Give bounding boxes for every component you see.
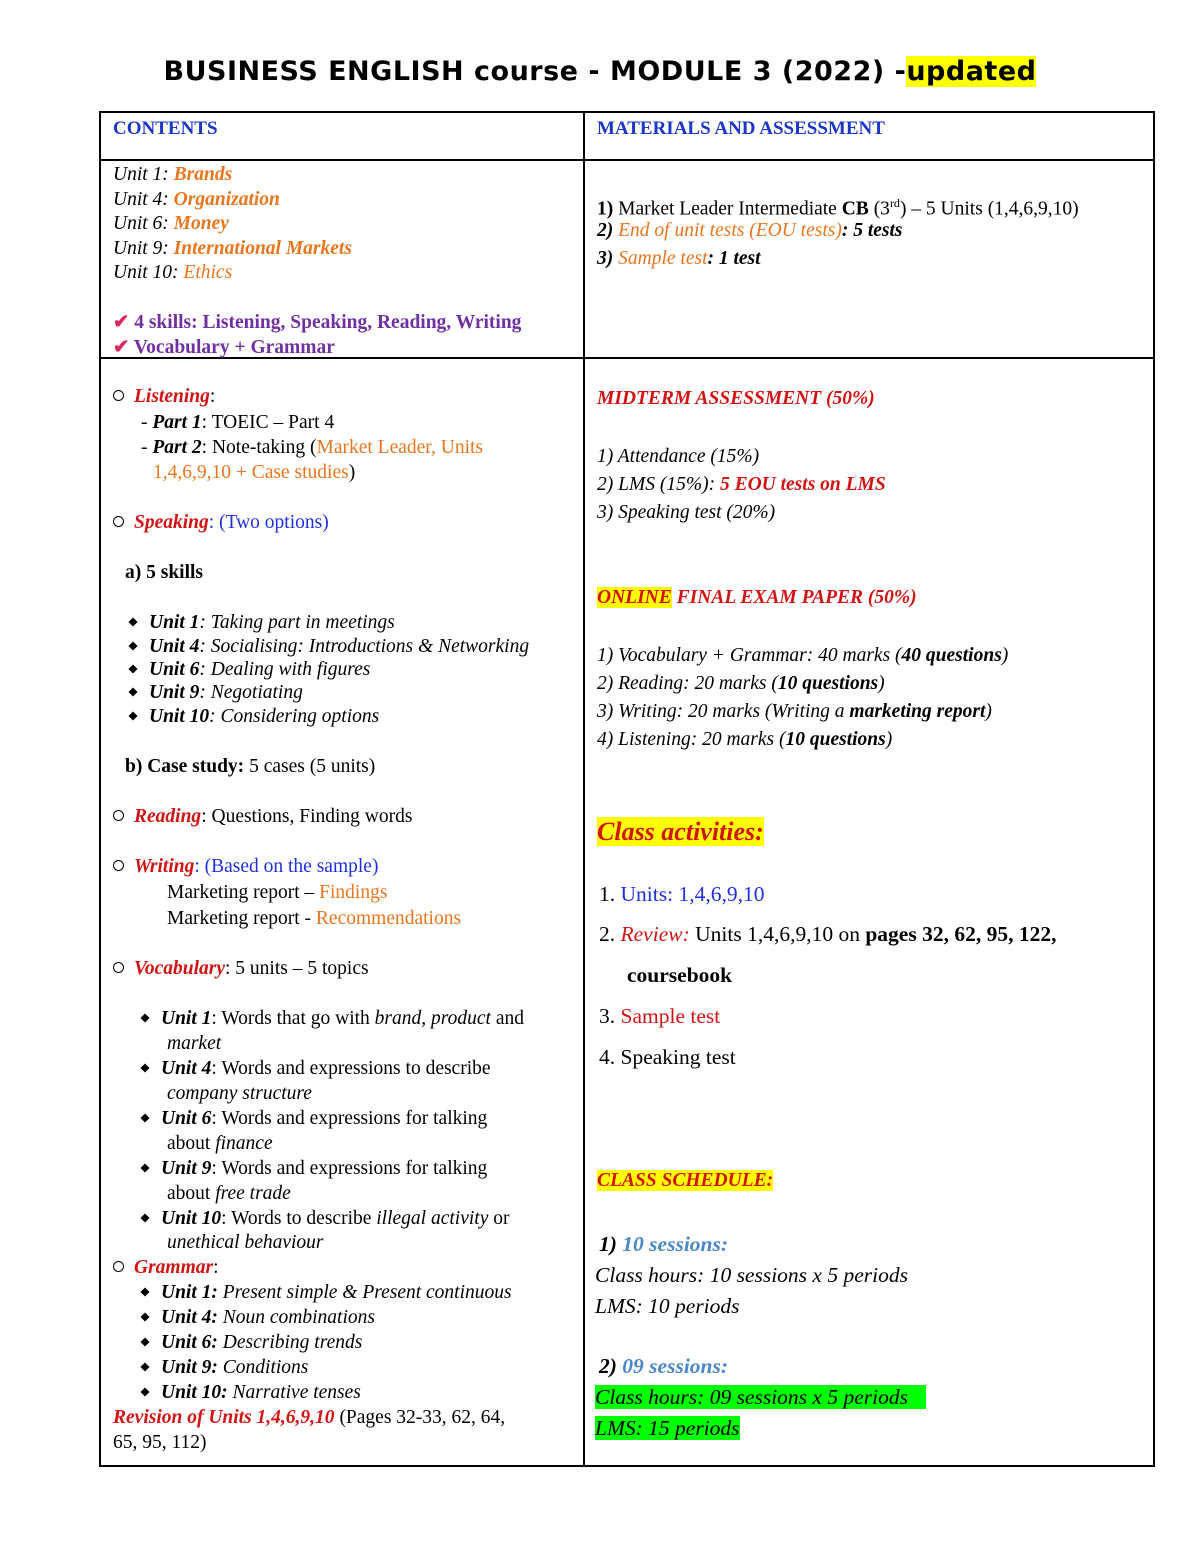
- midterm-item: 1) Attendance (15%): [597, 446, 760, 467]
- midterm-item: 3) Speaking test (20%): [597, 502, 776, 523]
- activity-item: 2. Review: Units 1,4,6,9,10 on pages 32, 62, 95, 122,: [599, 922, 1057, 946]
- speaking-option-b: b) Case study: 5 cases (5 units): [125, 756, 376, 777]
- material-item: 1) Market Leader Intermediate CB (3rd) – 5 Units (1,4,6,9,10): [597, 196, 1079, 220]
- circle-bullet-icon: [113, 516, 124, 527]
- grammar-item: Unit 10: Narrative tenses: [141, 1381, 361, 1405]
- material-item: 2) End of unit tests (EOU tests): 5 tests: [597, 220, 903, 241]
- diamond-bullet-icon: [128, 641, 137, 650]
- vocab-item-cont: unethical behaviour: [167, 1232, 324, 1253]
- listening-part1: - Part 1: TOEIC – Part 4: [141, 412, 335, 433]
- activity-item-cont: coursebook: [627, 963, 733, 987]
- vocabulary-heading: Vocabulary: 5 units – 5 topics: [113, 957, 369, 981]
- circle-bullet-icon: [113, 390, 124, 401]
- assessment-cell: [584, 358, 1154, 1466]
- check-icon: ✔: [113, 337, 130, 358]
- diamond-bullet-icon: [140, 1287, 149, 1296]
- diamond-bullet-icon: [140, 1163, 149, 1172]
- unit-line: Unit 4: Organization: [113, 189, 280, 210]
- speaking-skill: Unit 1: Taking part in meetings: [129, 611, 395, 635]
- material-item: 3) Sample test: 1 test: [597, 248, 761, 269]
- final-item: 1) Vocabulary + Grammar: 40 marks (40 questions): [597, 645, 1009, 666]
- document-title: [0, 56, 1200, 87]
- schedule-detail: Class hours: 10 sessions x 5 periods: [595, 1263, 908, 1287]
- speaking-skill: Unit 9: Negotiating: [129, 681, 303, 705]
- speaking-skill: Unit 4: Socialising: Introductions & Networking: [129, 635, 529, 659]
- materials-cell: [584, 160, 1154, 358]
- vocab-item-cont: about finance: [167, 1133, 273, 1154]
- schedule-option: 2) 09 sessions:: [599, 1354, 729, 1378]
- vocab-item-cont: company structure: [167, 1083, 312, 1104]
- grammar-heading: Grammar:: [113, 1256, 219, 1280]
- diamond-bullet-icon: [128, 711, 137, 720]
- diamond-bullet-icon: [140, 1063, 149, 1072]
- reading-heading: Reading: Questions, Finding words: [113, 805, 412, 829]
- diamond-bullet-icon: [140, 1387, 149, 1396]
- vocab-item: Unit 10: Words to describe illegal activity or: [141, 1207, 509, 1231]
- grammar-item: Unit 4: Noun combinations: [141, 1306, 375, 1330]
- schedule-heading: CLASS SCHEDULE:: [597, 1170, 774, 1191]
- circle-bullet-icon: [113, 962, 124, 973]
- final-item: 3) Writing: 20 marks (Writing a marketing report): [597, 701, 992, 722]
- unit-line: Unit 6: Money: [113, 213, 229, 234]
- circle-bullet-icon: [113, 860, 124, 871]
- diamond-bullet-icon: [140, 1113, 149, 1122]
- grammar-item: Unit 1: Present simple & Present continuous: [141, 1281, 512, 1305]
- vocab-item: Unit 9: Words and expressions for talking: [141, 1157, 487, 1181]
- final-heading: ONLINE FINAL EXAM PAPER (50%): [597, 587, 917, 608]
- contents-header: CONTENTS: [113, 118, 218, 139]
- final-item: 4) Listening: 20 marks (10 questions): [597, 729, 893, 750]
- speaking-skill: Unit 10: Considering options: [129, 705, 379, 729]
- final-item: 2) Reading: 20 marks (10 questions): [597, 673, 885, 694]
- diamond-bullet-icon: [140, 1312, 149, 1321]
- materials-header: MATERIALS AND ASSESSMENT: [597, 118, 885, 139]
- diamond-bullet-icon: [140, 1337, 149, 1346]
- unit-line: Unit 9: International Markets: [113, 238, 352, 259]
- vocab-item: Unit 4: Words and expressions to describe: [141, 1057, 491, 1081]
- vocab-item: Unit 6: Words and expressions for talking: [141, 1107, 487, 1131]
- schedule-detail: LMS: 10 periods: [595, 1294, 740, 1318]
- vocab-item-cont: market: [167, 1033, 222, 1054]
- writing-item: Marketing report – Findings: [167, 882, 388, 903]
- grammar-item: Unit 6: Describing trends: [141, 1331, 362, 1355]
- activity-item: 1. Units: 1,4,6,9,10: [599, 882, 765, 906]
- activity-item: 3. Sample test: [599, 1004, 721, 1028]
- vocab-item-cont: about free trade: [167, 1183, 291, 1204]
- revision-line-cont: 65, 95, 112): [113, 1432, 207, 1453]
- speaking-option-a: a) 5 skills: [125, 562, 204, 583]
- circle-bullet-icon: [113, 810, 124, 821]
- contents-header-cell: [100, 112, 584, 160]
- circle-bullet-icon: [113, 1261, 124, 1272]
- diamond-bullet-icon: [140, 1362, 149, 1371]
- midterm-heading: MIDTERM ASSESSMENT (50%): [597, 388, 875, 409]
- schedule-detail: Class hours: 09 sessions x 5 periods: [595, 1382, 926, 1412]
- schedule-option: 1) 10 sessions:: [599, 1232, 729, 1256]
- grammar-item: Unit 9: Conditions: [141, 1356, 308, 1380]
- vocab-item: Unit 1: Words that go with brand, product and: [141, 1007, 524, 1031]
- diamond-bullet-icon: [128, 617, 137, 626]
- writing-heading: Writing: (Based on the sample): [113, 855, 378, 879]
- diamond-bullet-icon: [128, 664, 137, 673]
- materials-header-cell: [584, 112, 1154, 160]
- skills-cell: [100, 358, 584, 1466]
- speaking-skill: Unit 6: Dealing with figures: [129, 658, 370, 682]
- activities-heading: Class activities:: [597, 817, 764, 846]
- midterm-item: 2) LMS (15%): 5 EOU tests on LMS: [597, 474, 886, 495]
- course-table: [99, 111, 1155, 1467]
- revision-line: Revision of Units 1,4,6,9,10 (Pages 32-33, 62, 64,: [113, 1407, 506, 1428]
- check-item: ✔ 4 skills: Listening, Speaking, Reading, Writing: [113, 312, 522, 333]
- diamond-bullet-icon: [140, 1213, 149, 1222]
- listening-part2: - Part 2: Note-taking (Market Leader, Units: [141, 437, 484, 458]
- writing-item: Marketing report - Recommendations: [167, 908, 462, 929]
- schedule-detail: LMS: 15 periods: [595, 1416, 740, 1440]
- check-icon: ✔: [113, 312, 130, 333]
- units-cell: [100, 160, 584, 358]
- activity-item: 4. Speaking test: [599, 1045, 736, 1069]
- diamond-bullet-icon: [128, 687, 137, 696]
- listening-part2-cont: 1,4,6,9,10 + Case studies): [153, 462, 356, 483]
- unit-line: Unit 1: Brands: [113, 164, 233, 185]
- title-main: BUSINESS ENGLISH course - MODULE 3 (2022) -: [163, 56, 907, 87]
- check-item: ✔ Vocabulary + Grammar: [113, 337, 335, 358]
- unit-line: Unit 10: Ethics: [113, 262, 233, 283]
- diamond-bullet-icon: [140, 1013, 149, 1022]
- speaking-heading: Speaking: (Two options): [113, 511, 329, 535]
- listening-heading: Listening:: [113, 385, 215, 409]
- title-updated-highlight: updated: [906, 56, 1037, 87]
